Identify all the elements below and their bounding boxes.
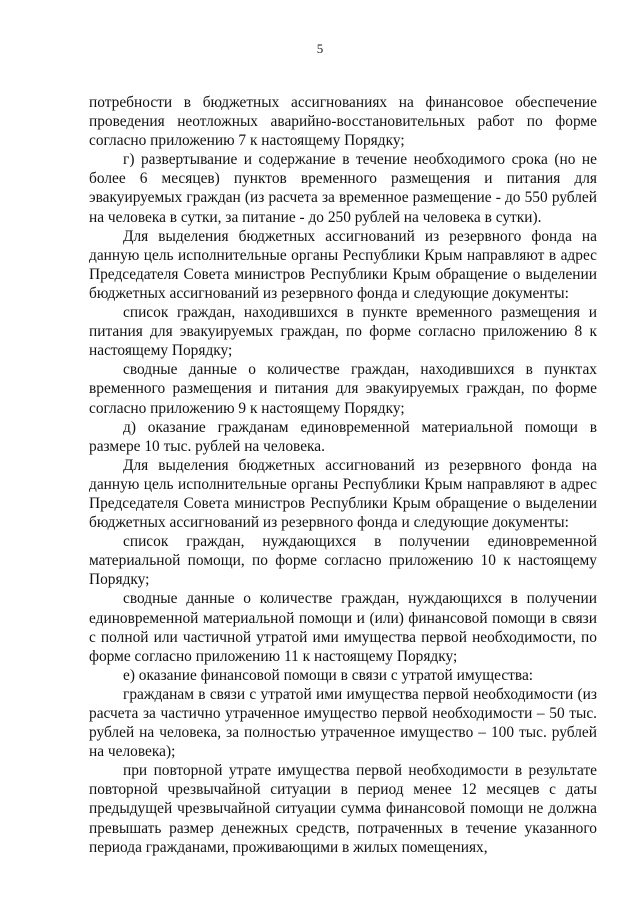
- paragraph-10: е) оказание финансовой помощи в связи с утратой имущества:: [123, 666, 534, 684]
- paragraph-5: сводные данные о количестве граждан, находившихся в пунктах временного размещения и питания для эвакуируемых граждан, по форме согласно приложению 9 к настоящему Порядку;: [89, 361, 597, 417]
- paragraph-1: потребности в бюджетных ассигнованиях на финансовое обеспечение проведения неотложных аварийно-восстановительных работ по форме согласно приложению 7 к настоящему Порядку;: [89, 94, 597, 150]
- paragraph-9: сводные данные о количестве граждан, нуждающихся в получении единовременной материальной помощи и (или) финансовой помощи в связи с полной или частичной утратой ими имущества первой необходимости, по форме согласно приложению 11 к настоящему Порядку;: [89, 590, 597, 665]
- document-body: [89, 93, 597, 857]
- paragraph-7: Для выделения бюджетных ассигнований из резервного фонда на данную цель исполнительные органы Республики Крым направляют в адрес Председателя Совета министров Республики Крым обращение о выделении бюджетных ассигнований из резервного фонда и следующие документы:: [89, 456, 597, 532]
- paragraph-2: г) развертывание и содержание в течение необходимого срока (но не более 6 месяцев) пунктов временного размещения и питания для эвакуируемых граждан (из расчета за временное размещение - до 550 рублей на человека в сутки, за питание - до 250 рублей на человека в сутки).: [89, 151, 597, 226]
- paragraph-12: при повторной утрате имущества первой необходимости в результате повторной чрезвычайной ситуации в период менее 12 месяцев с даты предыдущей чрезвычайной ситуации сумма финансовой помощи не должна превышать размер денежных средств, потраченных в течение указанного периода гражданами, проживающими в жилых помещениях,: [89, 762, 597, 856]
- paragraph-3: Для выделения бюджетных ассигнований из резервного фонда на данную цель исполнительные органы Республики Крым направляют в адрес Председателя Совета министров Республики Крым обращение о выделении бюджетных ассигнований из резервного фонда и следующие документы:: [89, 227, 597, 302]
- paragraph-6: д) оказание гражданам единовременной материальной помощи в размере 10 тыс. рублей на человека.: [89, 418, 597, 455]
- page-number: 5: [316, 41, 324, 56]
- paragraph-4: список граждан, находившихся в пункте временного размещения и питания для эвакуируемых граждан, по форме согласно приложению 8 к настоящему Порядку;: [89, 304, 597, 360]
- paragraph-8: список граждан, нуждающихся в получении единовременной материальной помощи, по форме согласно приложению 10 к настоящему Порядку;: [89, 533, 597, 589]
- paragraph-11: гражданам в связи с утратой ими имущества первой необходимости (из расчета за частично утраченное имущество первой необходимости – 50 тыс. рублей на человека, за полностью утраченное имущество – 100 тыс. рублей на человека);: [89, 685, 597, 761]
